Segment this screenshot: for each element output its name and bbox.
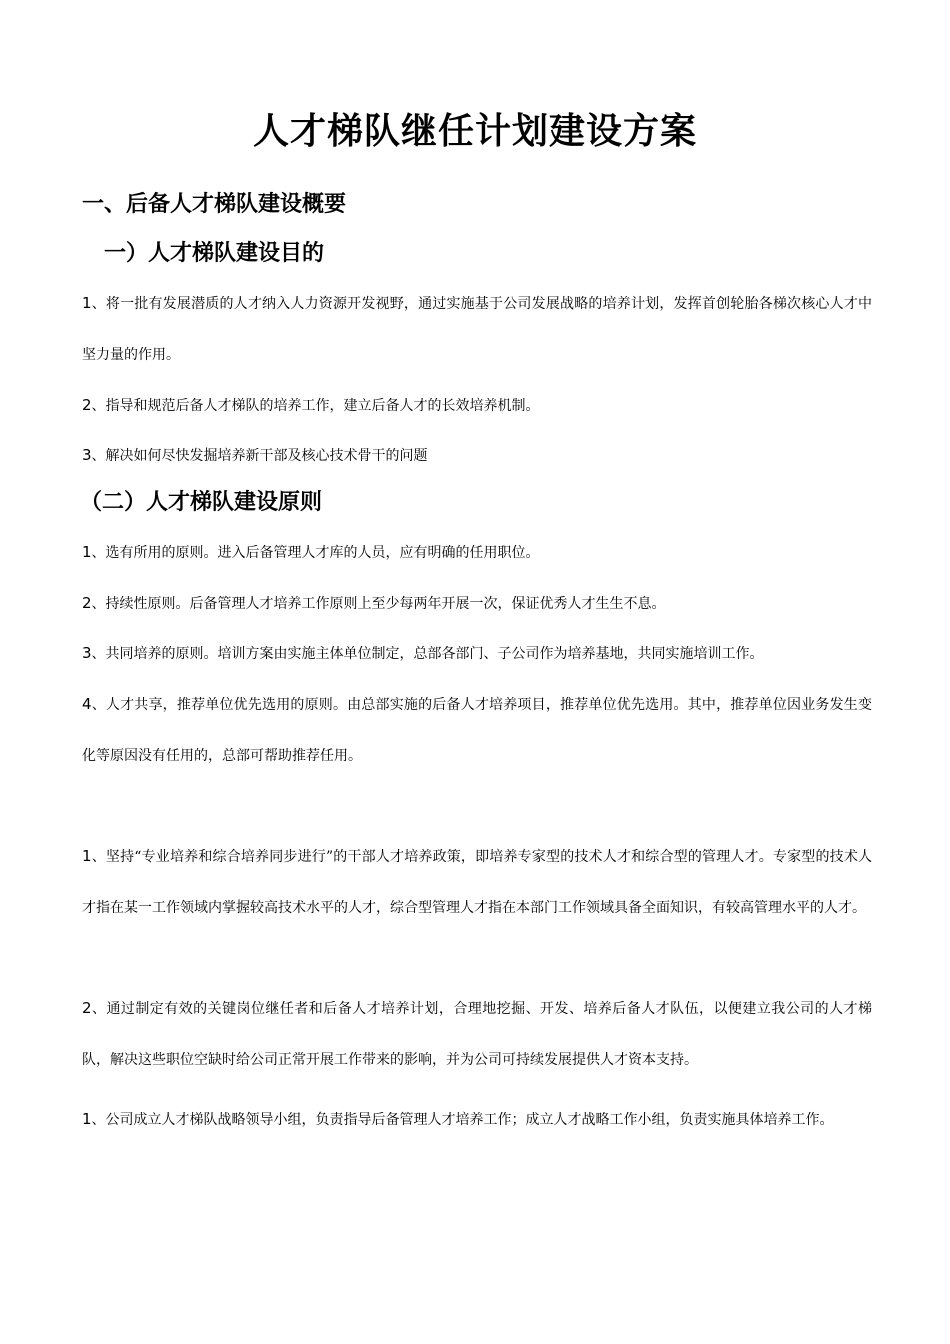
- item-text: 、解决如何尽快发掘培养新干部及核心技术骨干的问题: [91, 448, 428, 464]
- item-number: 2: [82, 396, 92, 414]
- item-number: 3: [82, 446, 92, 464]
- principle-item-4: [82, 679, 872, 782]
- item-number: 4: [82, 695, 92, 713]
- principle-item-2: [82, 578, 872, 630]
- item-number: 1: [82, 1110, 92, 1128]
- item-text: 、通过制定有效的关键岗位继任者和后备人才培养计划，合理地挖掘、开发、培养后备人才队伍，以便建立我公司的人才梯队，解决这些职位空缺时给公司正常开展工作带来的影响，并为公司可持续发展提供人才资本支持。: [82, 1001, 872, 1068]
- item-text: 、指导和规范后备人才梯队的培养工作，建立后备人才的长效培养机制。: [91, 398, 540, 414]
- subsection-heading-purpose: 一）人才梯队建设目的: [104, 241, 325, 266]
- item-number: 2: [82, 999, 92, 1017]
- item-number: 1: [82, 294, 92, 312]
- principle-item-1: [82, 527, 872, 579]
- item-text: 、公司成立人才梯队战略领导小组，负责指导后备管理人才培养工作；成立人才战略工作小组，负责实施具体培养工作。: [91, 1112, 834, 1128]
- section-heading-1: 一、后备人才梯队建设概要: [82, 192, 347, 217]
- document-title: 人才梯队继任计划建设方案: [252, 111, 697, 152]
- principle-item-3: [82, 628, 872, 680]
- item-number: 2: [82, 594, 92, 612]
- item-text: 、人才共享，推荐单位优先选用的原则。由总部实施的后备人才培养项目，推荐单位优先选用。其中，推荐单位因业务发生变化等原因没有任用的，总部可帮助推荐任用。: [82, 697, 872, 764]
- extra-item-2: [82, 983, 872, 1086]
- item-text: 、选有所用的原则。进入后备管理人才库的人员，应有明确的任用职位。: [91, 545, 540, 561]
- item-text: 、持续性原则。后备管理人才培养工作原则上至少每两年开展一次，保证优秀人才生生不息。: [91, 596, 666, 612]
- item-number: 1: [82, 543, 92, 561]
- item-text: 、坚持“专业培养和综合培养同步进行”的干部人才培养政策，即培养专家型的技术人才和综合型的管理人才。专家型的技术人才指在某一工作领域内掌握较高技术水平的人才，综合型管理人才指在本部门工作领域具备全面知识，有较高管理水平的人才。: [82, 849, 872, 916]
- purpose-item-1: [82, 278, 872, 381]
- item-number: 3: [82, 644, 92, 662]
- subsection-heading-principles: （二）人才梯队建设原则: [80, 490, 323, 515]
- item-text: 、共同培养的原则。培训方案由实施主体单位制定，总部各部门、子公司作为培养基地，共同实施培训工作。: [91, 646, 764, 662]
- purpose-item-2: [82, 380, 872, 432]
- purpose-item-3: [82, 430, 872, 482]
- extra-item-3: [82, 1094, 872, 1146]
- extra-item-1: [82, 831, 872, 934]
- item-text: 、将一批有发展潜质的人才纳入人力资源开发视野，通过实施基于公司发展战略的培养计划，发挥首创轮胎各梯次核心人才中坚力量的作用。: [82, 296, 872, 363]
- item-number: 1: [82, 847, 92, 865]
